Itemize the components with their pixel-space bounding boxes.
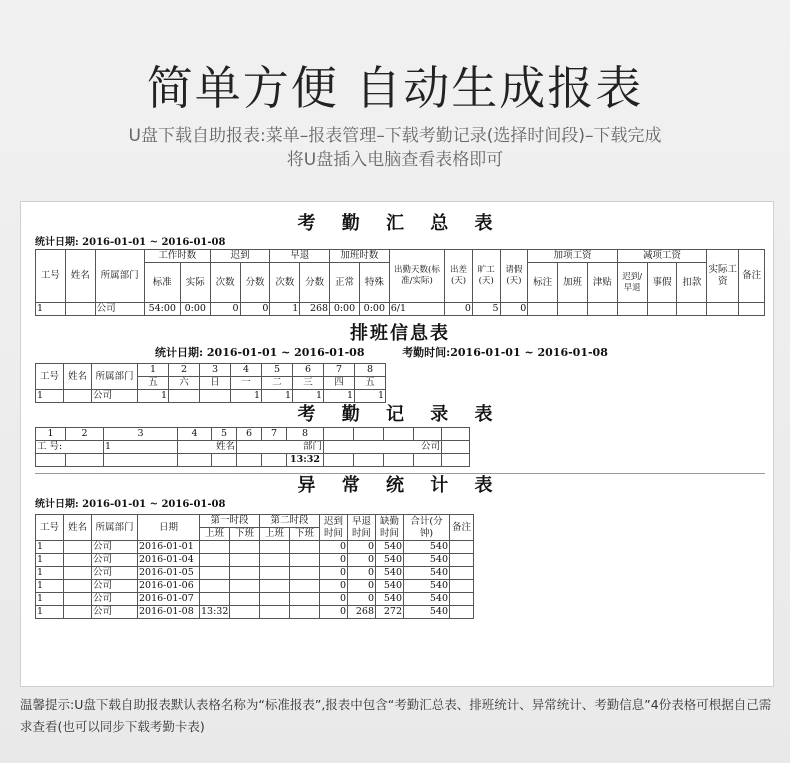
cell: 54:00 <box>144 303 180 316</box>
day-num: 2 <box>66 428 104 441</box>
cell <box>64 606 92 619</box>
cell: 1 <box>138 390 169 403</box>
cell: 13:32 <box>201 606 229 617</box>
cell <box>64 580 92 593</box>
header-cell: 第一时段 <box>200 515 260 528</box>
header-cell: 次数 <box>270 263 300 303</box>
header-cell: 所属部门 <box>92 364 138 390</box>
cell <box>707 303 739 316</box>
cell <box>739 303 765 316</box>
cell: 0 <box>320 606 348 619</box>
shift-date-line <box>35 346 765 359</box>
cell <box>64 390 92 403</box>
abnormal-data-row <box>36 567 474 580</box>
header-cell: 姓名 <box>64 364 92 390</box>
group-header: 迟到 <box>210 250 270 263</box>
cell <box>200 541 230 554</box>
id-value: 1 <box>104 441 178 454</box>
header-cell: 旷工(天) <box>472 250 500 303</box>
day-num: 1 <box>36 428 66 441</box>
cell <box>450 554 474 567</box>
cell <box>230 541 260 554</box>
cell: 公司 <box>92 580 138 593</box>
cell: 272 <box>376 606 404 619</box>
abnormal-title: 异 常 统 计 表 <box>35 473 765 498</box>
page-title: 简单方便 自动生成报表 <box>146 61 644 115</box>
cell: 1 <box>36 580 64 593</box>
cell <box>260 567 290 580</box>
header-cell: 工号 <box>36 250 66 303</box>
cell: 公司 <box>92 567 138 580</box>
cell <box>450 580 474 593</box>
weekday: 六 <box>169 377 200 390</box>
cell <box>64 541 92 554</box>
header-cell: 出勤天数(标准/实际) <box>389 250 444 303</box>
cell <box>528 303 558 316</box>
header-cell: 早退时间 <box>348 515 376 541</box>
header-cell: 事假 <box>647 263 677 303</box>
cell: 0 <box>445 303 473 316</box>
cell: 公司 <box>92 554 138 567</box>
cell <box>64 593 92 606</box>
summary-group-header-row <box>36 250 765 263</box>
cell <box>64 567 92 580</box>
cell: 1 <box>270 303 300 316</box>
shift-header-row <box>36 364 386 377</box>
header-cell: 备注 <box>450 515 474 541</box>
cell <box>290 541 320 554</box>
id-label: 工 号: <box>36 441 104 454</box>
dept-label: 部门 <box>237 441 324 454</box>
header-cell: 备注 <box>739 250 765 303</box>
cell: 0 <box>348 567 376 580</box>
cell <box>230 606 260 619</box>
cell: 0 <box>320 580 348 593</box>
cell: 0 <box>348 554 376 567</box>
record-time-row <box>36 454 470 467</box>
header-cell: 次数 <box>210 263 240 303</box>
record-day-row <box>36 428 470 441</box>
cell: 0 <box>210 303 240 316</box>
cell: 0:00 <box>330 303 360 316</box>
cell: 0 <box>320 541 348 554</box>
header-cell: 迟到时间 <box>320 515 348 541</box>
cell <box>290 606 320 619</box>
header-cell: 特殊 <box>359 263 389 303</box>
punch-time: 13:32 <box>287 454 324 467</box>
weekday: 四 <box>324 377 355 390</box>
header-cell: 第二时段 <box>260 515 320 528</box>
shift-date-range: 统计日期: 2016-01-01 ~ 2016-01-08 <box>155 346 365 359</box>
summary-title: 考 勤 汇 总 表 <box>297 213 503 234</box>
record-title: 考 勤 记 录 表 <box>297 404 503 425</box>
header-cell: 工号 <box>36 364 64 390</box>
cell: 540 <box>376 580 404 593</box>
cell <box>450 541 474 554</box>
cell: 1 <box>36 567 64 580</box>
subtitle-line-2: 将U盘插入电脑查看表格即可 <box>286 150 504 170</box>
cell: 6/1 <box>389 303 444 316</box>
header-cell: 缺勤时间 <box>376 515 404 541</box>
cell: 0:00 <box>180 303 210 316</box>
header-cell: 实际工资 <box>707 250 739 303</box>
cell <box>260 554 290 567</box>
cell: 公司 <box>92 593 138 606</box>
cell <box>260 580 290 593</box>
header-cell: 扣款 <box>677 263 707 303</box>
header-cell: 分数 <box>240 263 270 303</box>
cell: 540 <box>404 541 450 554</box>
abnormal-data-row <box>36 580 474 593</box>
subtitle <box>0 124 790 172</box>
day-num: 7 <box>262 428 287 441</box>
header-cell: 迟到/早退 <box>617 263 647 303</box>
header-cell: 津贴 <box>587 263 617 303</box>
group-header: 加班时数 <box>330 250 390 263</box>
cell <box>65 303 95 316</box>
cell: 540 <box>376 593 404 606</box>
cell: 540 <box>404 567 450 580</box>
cell <box>260 541 290 554</box>
weekday: 五 <box>138 377 169 390</box>
report-sheet-image <box>20 201 774 687</box>
group-header: 减项工资 <box>617 250 706 263</box>
cell: 2016-01-06 <box>138 580 200 593</box>
cell <box>64 554 92 567</box>
cell <box>200 567 230 580</box>
group-header: 加项工资 <box>528 250 617 263</box>
weekday: 一 <box>231 377 262 390</box>
cell: 1 <box>36 390 64 403</box>
cell: 0 <box>240 303 270 316</box>
cell <box>260 606 290 619</box>
day-num: 3 <box>200 364 231 377</box>
header-cell: 请假(天) <box>500 250 528 303</box>
cell: 540 <box>404 580 450 593</box>
cell: 2016-01-08 <box>138 606 200 619</box>
cell: 540 <box>404 554 450 567</box>
cell <box>290 554 320 567</box>
abnormal-data-row <box>36 593 474 606</box>
day-num: 5 <box>212 428 237 441</box>
weekday: 五 <box>355 377 386 390</box>
cell: 1 <box>36 554 64 567</box>
cell <box>200 593 230 606</box>
day-num: 2 <box>169 364 200 377</box>
cell: 2016-01-04 <box>138 554 200 567</box>
header-cell: 所属部门 <box>95 250 144 303</box>
day-num: 4 <box>178 428 212 441</box>
cell: 2016-01-07 <box>138 593 200 606</box>
cell <box>290 580 320 593</box>
name-label: 姓名 <box>178 441 237 454</box>
footer-tip: 温馨提示:U盘下载自助报表默认表格名称为“标准报表”,报表中包含“考勤汇总表、排班统计、异常统计、考勤信息”4份表格可根据自己需求查看(也可以同步下载考勤卡表) <box>20 697 772 734</box>
abnormal-table <box>35 514 474 619</box>
cell: 公司 <box>92 606 138 619</box>
cell: 1 <box>36 606 64 619</box>
cell: 公司 <box>92 541 138 554</box>
sub-header: 上班 <box>200 528 230 541</box>
dept-value: 公司 <box>324 441 442 454</box>
abnormal-date-range: 统计日期: 2016-01-01 ~ 2016-01-08 <box>35 499 226 510</box>
weekday: 二 <box>262 377 293 390</box>
cell <box>450 567 474 580</box>
summary-date-range: 统计日期: 2016-01-01 ~ 2016-01-08 <box>35 237 226 248</box>
cell <box>230 554 260 567</box>
cell: 540 <box>404 593 450 606</box>
sub-header: 上班 <box>260 528 290 541</box>
abnormal-data-row <box>36 541 474 554</box>
cell <box>450 606 474 619</box>
cell <box>230 593 260 606</box>
shift-title: 排班信息表 <box>350 323 450 344</box>
day-num: 1 <box>138 364 169 377</box>
header-cell: 标准 <box>144 263 180 303</box>
cell <box>290 593 320 606</box>
cell <box>200 554 230 567</box>
header-cell: 标注 <box>528 263 558 303</box>
header-cell: 分数 <box>300 263 330 303</box>
summary-data-row <box>36 303 765 316</box>
cell: 0 <box>348 593 376 606</box>
abnormal-header-row <box>36 515 474 528</box>
day-num: 6 <box>293 364 324 377</box>
cell: 268 <box>348 606 376 619</box>
cell <box>647 303 677 316</box>
header-cell: 正常 <box>330 263 360 303</box>
day-num: 3 <box>104 428 178 441</box>
abnormal-data-row <box>36 606 474 619</box>
day-num: 5 <box>262 364 293 377</box>
cell: 0 <box>320 567 348 580</box>
cell: 0 <box>320 554 348 567</box>
group-header: 早退 <box>270 250 330 263</box>
cell <box>169 390 200 403</box>
cell: 540 <box>376 567 404 580</box>
record-table <box>35 427 470 467</box>
weekday: 三 <box>293 377 324 390</box>
cell <box>617 303 647 316</box>
cell: 540 <box>404 606 450 619</box>
cell: 1 <box>36 303 66 316</box>
day-num: 4 <box>231 364 262 377</box>
header-cell: 合计(分钟) <box>404 515 450 541</box>
cell <box>230 567 260 580</box>
cell: 2016-01-01 <box>138 541 200 554</box>
cell <box>450 593 474 606</box>
subtitle-line-1: U盘下载自助报表:菜单–报表管理–下载考勤记录(选择时间段)–下载完成 <box>128 126 662 146</box>
cell: 0 <box>348 580 376 593</box>
cell: 公司 <box>92 390 138 403</box>
header-cell: 工号 <box>36 515 64 541</box>
cell: 0 <box>348 541 376 554</box>
header-cell: 实际 <box>180 263 210 303</box>
cell: 1 <box>36 541 64 554</box>
cell: 1 <box>231 390 262 403</box>
cell: 540 <box>376 541 404 554</box>
cell: 1 <box>36 593 64 606</box>
cell <box>260 593 290 606</box>
day-num: 6 <box>237 428 262 441</box>
cell <box>677 303 707 316</box>
cell: 0 <box>320 593 348 606</box>
header-cell: 所属部门 <box>92 515 138 541</box>
cell <box>230 580 260 593</box>
cell: 1 <box>355 390 386 403</box>
cell: 1 <box>324 390 355 403</box>
cell <box>200 390 231 403</box>
cell: 1 <box>293 390 324 403</box>
cell <box>587 303 617 316</box>
record-info-row <box>36 441 470 454</box>
shift-data-row <box>36 390 386 403</box>
weekday: 日 <box>200 377 231 390</box>
shift-table <box>35 363 386 403</box>
cell <box>290 567 320 580</box>
cell: 268 <box>300 303 330 316</box>
day-num: 7 <box>324 364 355 377</box>
cell: 公司 <box>95 303 144 316</box>
cell: 2016-01-05 <box>138 567 200 580</box>
cell <box>558 303 588 316</box>
cell: 0 <box>500 303 528 316</box>
summary-table <box>35 249 765 316</box>
abnormal-data-row <box>36 554 474 567</box>
cell: 540 <box>376 554 404 567</box>
header-cell: 姓名 <box>65 250 95 303</box>
header-cell: 出差(天) <box>445 250 473 303</box>
cell: 0:00 <box>359 303 389 316</box>
shift-time-range: 考勤时间:2016-01-01 ~ 2016-01-08 <box>402 346 608 359</box>
group-header: 工作时数 <box>144 250 210 263</box>
header-cell: 姓名 <box>64 515 92 541</box>
sub-header: 下班 <box>230 528 260 541</box>
cell <box>200 580 230 593</box>
day-num: 8 <box>287 428 324 441</box>
cell: 5 <box>472 303 500 316</box>
day-num: 8 <box>355 364 386 377</box>
sub-header: 下班 <box>290 528 320 541</box>
header-cell: 加班 <box>558 263 588 303</box>
header-cell: 日期 <box>138 515 200 541</box>
cell: 1 <box>262 390 293 403</box>
